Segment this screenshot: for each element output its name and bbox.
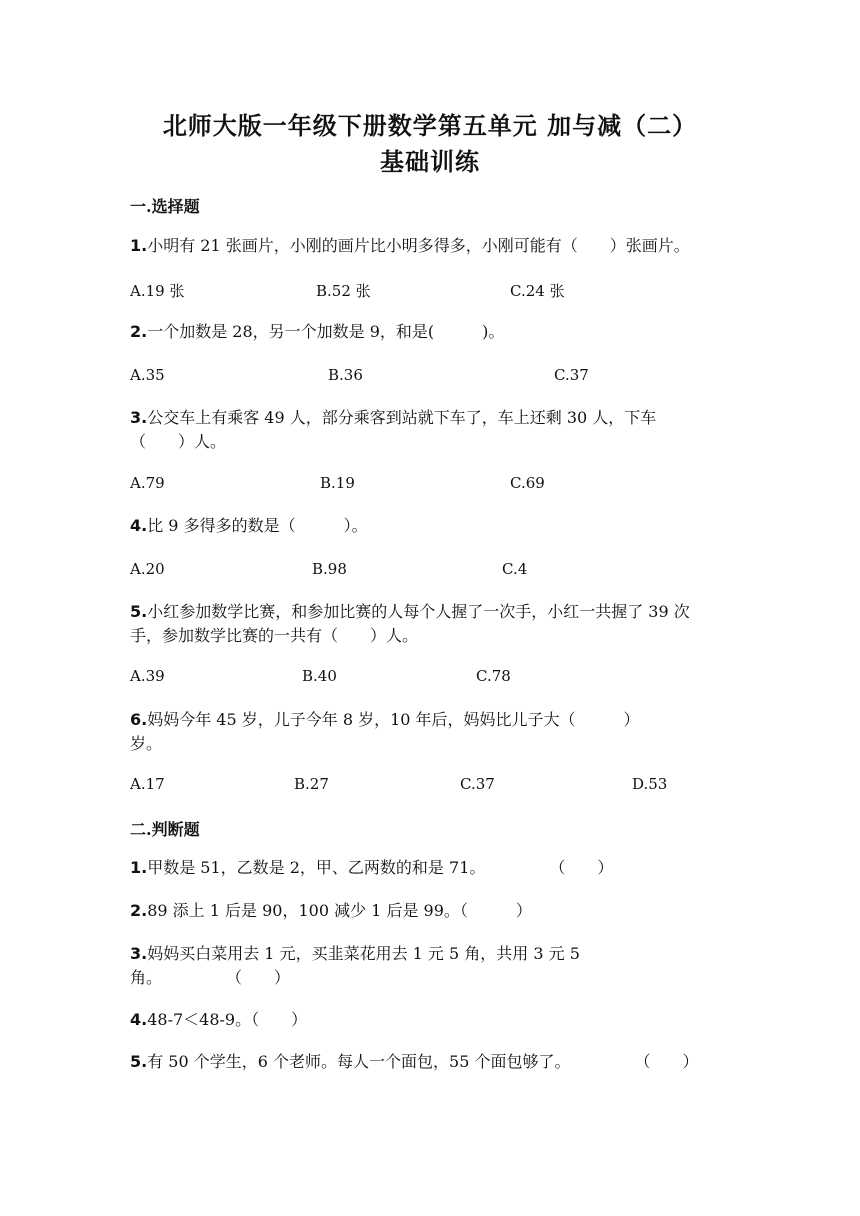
question-number: 4. [130,1010,148,1029]
document-subtitle: 基础训练 [380,147,480,176]
question-text-continued: 手，参加数学比赛的一共有（ ）人。 [130,626,419,645]
question-text: 甲数是 51，乙数是 2，甲、乙两数的和是 71。 （ ） [147,858,614,877]
question-number: 1. [130,236,148,255]
option-c: C.4 [502,560,528,578]
judge-question-3 [130,942,740,990]
question-text: 89 添上 1 后是 90，100 减少 1 后是 99。（ ） [147,901,532,920]
question-number: 5. [130,602,148,621]
option-a: A.39 [130,667,165,685]
question-text: 小红参加数学比赛，和参加比赛的人每个人握了一次手，小红一共握了 39 次 [147,602,690,621]
question-number: 5. [130,1052,148,1071]
question-number: 2. [130,322,148,341]
question-number: 3. [130,944,148,963]
option-c: C.69 [510,474,545,492]
choice-question-6 [130,708,740,756]
question-number: 3. [130,408,148,427]
question-text: 小明有 21 张画片，小刚的画片比小明多得多，小刚可能有（ ）张画片。 [147,236,690,255]
option-b: B.36 [328,366,363,384]
choice-question-1 [130,234,740,258]
question-number: 4. [130,516,148,535]
question-number: 6. [130,710,148,729]
document-title: 北师大版一年级下册数学第五单元 加与减（二） [162,111,698,140]
judge-question-4 [130,1008,740,1032]
option-c: C.78 [476,667,511,685]
choice-question-5 [130,600,740,648]
section-heading-judge: 二.判断题 [130,820,200,839]
judge-question-2 [130,899,740,923]
option-b: B.98 [312,560,347,578]
option-a: A.20 [130,560,165,578]
option-a: A.35 [130,366,165,384]
question-text: 有 50 个学生，6 个老师。每人一个面包，55 个面包够了。 （ ） [147,1052,699,1071]
question-text: 48-7＜48-9。（ ） [147,1010,308,1029]
option-b: B.40 [302,667,337,685]
question-text: 一个加数是 28，另一个加数是 9，和是( )。 [147,322,505,341]
question-text-continued: （ ）人。 [130,432,227,451]
option-c: C.24 张 [510,282,565,300]
option-c: C.37 [554,366,589,384]
option-b: B.27 [294,775,329,793]
question-number: 2. [130,901,148,920]
question-text: 比 9 多得多的数是（ ）。 [147,516,368,535]
option-b: B.19 [320,474,355,492]
option-d: D.53 [632,775,668,793]
judge-question-1 [130,856,740,880]
option-c: C.37 [460,775,495,793]
judge-question-5 [130,1050,740,1074]
question-text-continued: 岁。 [130,734,163,753]
question-text: 妈妈买白菜用去 1 元，买韭菜花用去 1 元 5 角，共用 3 元 5 [147,944,580,963]
question-text: 公交车上有乘客 49 人，部分乘客到站就下车了，车上还剩 30 人，下车 [147,408,657,427]
option-a: A.79 [130,474,165,492]
section-heading-choice: 一.选择题 [130,197,200,216]
question-text: 妈妈今年 45 岁，儿子今年 8 岁，10 年后，妈妈比儿子大（ ） [147,710,640,729]
option-b: B.52 张 [316,282,371,300]
choice-question-3 [130,406,740,454]
question-number: 1. [130,858,148,877]
choice-question-2 [130,320,740,344]
option-a: A.17 [130,775,165,793]
question-text-continued: 角。 （ ） [130,968,291,987]
option-a: A.19 张 [130,282,185,300]
choice-question-4 [130,514,740,538]
